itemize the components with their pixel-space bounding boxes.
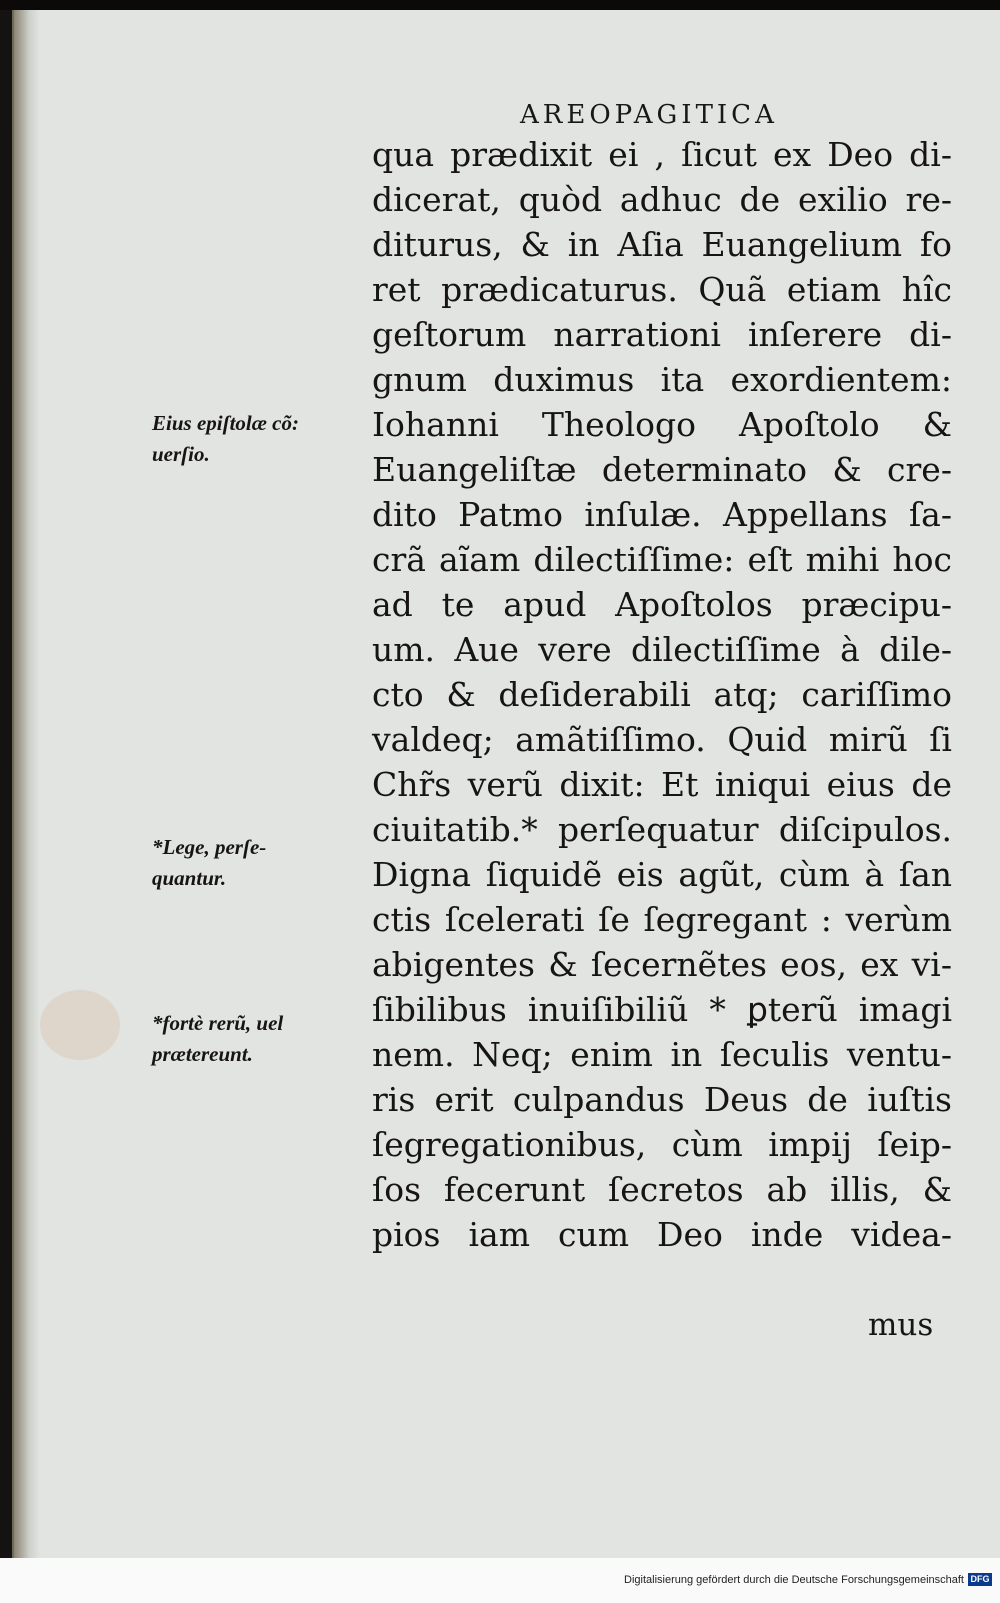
marginal-note-line: quantur. (152, 866, 227, 890)
marginal-note-line: uerſio. (152, 442, 210, 466)
text-line: geſtorum narrationi inſerere di- (372, 315, 952, 354)
text-line: ſibilibus inuiſibiliũ * ꝑterũ imagi (372, 990, 952, 1029)
marginal-note-line: Eius epiſtolæ cõ: (152, 411, 299, 435)
text-line: valdeq; amãtiſſimo. Quid mirũ ſi (372, 720, 952, 759)
text-line: ſegregationibus, cùm impij ſeip- (372, 1125, 952, 1164)
marginal-note-line: *fortè rerũ, uel (152, 1011, 284, 1035)
text-line: ciuitatib.* perſequatur diſcipulos. (372, 810, 952, 849)
catchword: mus (868, 1307, 934, 1343)
dfg-logo-icon: DFG (968, 1573, 992, 1586)
page-gutter-shadow (14, 10, 40, 1558)
marginal-note-epistle (152, 408, 374, 470)
marginal-note-line: *Lege, perſe- (152, 835, 267, 859)
running-head: AREOPAGITICA (520, 100, 778, 130)
funding-credit: Digitalisierung gefördert durch die Deutsche Forschungsgemeinschaft (624, 1574, 964, 1586)
scan-top-edge (0, 0, 1000, 10)
text-line: Digna ſiquidẽ eis agũt, cùm à ſan (372, 855, 952, 894)
marginal-note-forte (152, 1008, 374, 1070)
main-text-block (372, 132, 952, 1257)
text-line: qua prædixit ei , ſicut ex Deo di- (372, 135, 952, 174)
text-line: gnum duximus ita exordientem: (372, 360, 952, 399)
text-line: nem. Neq; enim in ſeculis ventu- (372, 1035, 952, 1074)
paper-stain (40, 990, 120, 1060)
text-line: diturus, & in Aſia Euangelium fo (372, 225, 952, 264)
marginal-note-line: prætereunt. (152, 1042, 253, 1066)
text-line: dicerat, quòd adhuc de exilio re- (372, 180, 952, 219)
text-line: um. Aue vere dilectiſſime à dile- (372, 630, 952, 669)
text-line: ſos fecerunt ſecretos ab illis, & (372, 1170, 952, 1209)
text-line: ad te apud Apoſtolos præcipu- (372, 585, 952, 624)
text-line: abigentes & ſecernẽtes eos, ex vi- (372, 945, 952, 984)
text-line: ret prædicaturus. Quã etiam hîc (372, 270, 952, 309)
text-line: Chr̃s verũ dixit: Et iniqui eius de (372, 765, 952, 804)
digitization-footer (0, 1558, 1000, 1603)
text-line: dito Patmo inſulæ. Appellans ſa- (372, 495, 952, 534)
text-line: ctis ſcelerati ſe ſegregant : verùm (372, 900, 952, 939)
text-line: cto & deſiderabili atq; cariſſimo (372, 675, 952, 714)
text-line: pios iam cum Deo inde videa- (372, 1215, 952, 1254)
text-line: crã aĩam dilectiſſime: eſt mihi hoc (372, 540, 952, 579)
text-line: ris erit culpandus Deus de iuſtis (372, 1080, 952, 1119)
marginal-note-lege (152, 832, 374, 894)
text-line: Euangeliſtæ determinato & cre- (372, 450, 952, 489)
text-line: Iohanni Theologo Apoſtolo & (372, 405, 952, 444)
